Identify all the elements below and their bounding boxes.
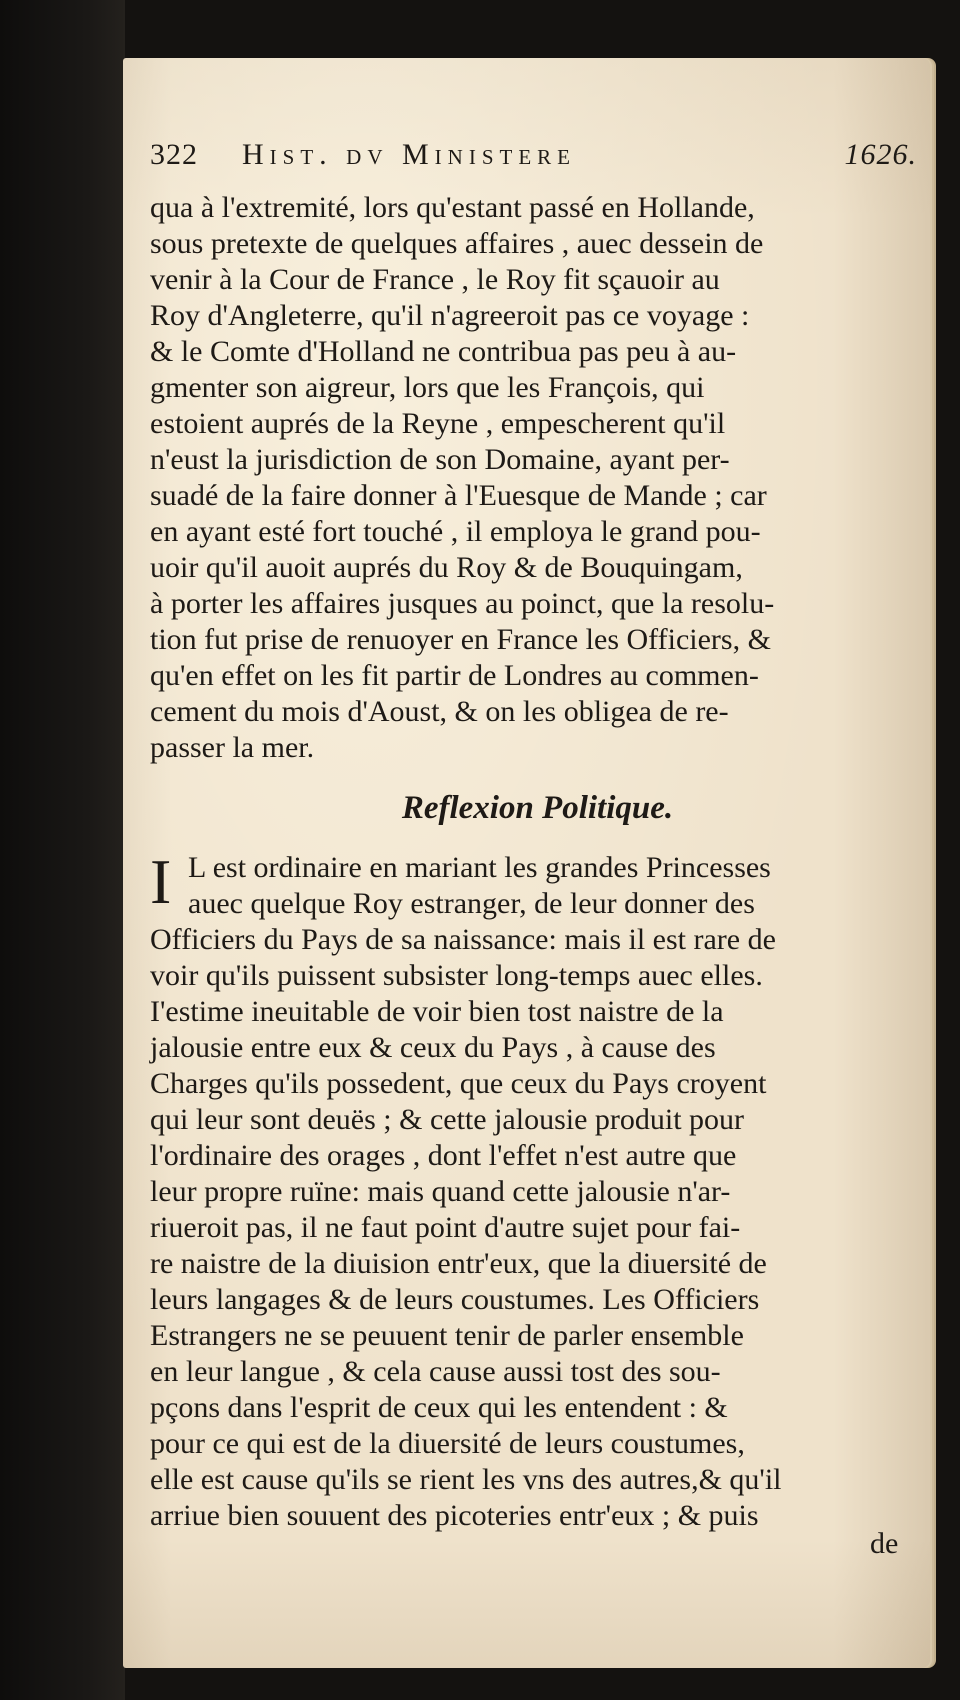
text-line: voir qu'ils puissent subsister long-temps auec elles. [150,959,763,992]
text-line: re naistre de la diuision entr'eux, que la diuersité de [150,1247,767,1280]
text-line: suadé de la faire donner à l'Euesque de Mande ; car [150,479,767,512]
text-line: Officiers du Pays de sa naissance: mais il est rare de [150,923,776,956]
text-line: n'eust la jurisdiction de son Domaine, ayant per- [150,443,730,476]
text-line: Estrangers ne se peuuent tenir de parler ensemble [150,1319,744,1352]
text-line: sous pretexte de quelques affaires , auec dessein de [150,227,764,260]
text-line: jalousie entre eux & ceux du Pays , à cause des [150,1031,716,1064]
text-line: tion fut prise de renuoyer en France les Officiers, & [150,623,771,656]
text-line: leurs langages & de leurs coustumes. Les Officiers [150,1283,760,1316]
text-line: gmenter son aigreur, lors que les François, qui [150,371,705,404]
drop-cap: I [150,846,172,917]
text-line: cement du mois d'Aoust, & on les obligea de re- [150,695,729,728]
text-line: passer la mer. [150,731,315,764]
text-line: L est ordinaire en mariant les grandes Princesses [188,851,771,884]
text-line: riueroit pas, il ne faut point d'autre sujet pour fai- [150,1211,741,1244]
text-line: qu'en effet on les fit partir de Londres au commen- [150,659,759,692]
catchword: de [870,1527,899,1560]
text-line: Charges qu'ils possedent, que ceux du Pays croyent [150,1067,767,1100]
running-year: 1626. [844,138,917,171]
text-line: à porter les affaires jusques au poinct, que la resolu- [150,587,775,620]
text-line: venir à la Cour de France , le Roy fit sçauoir au [150,263,720,296]
text-line: pour ce qui est de la diuersité de leurs coustumes, [150,1427,745,1460]
text-line: qui leur sont deuës ; & cette jalousie produit pour [150,1103,745,1136]
text-line: elle est cause qu'ils se rient les vns des autres,& qu'il [150,1463,782,1496]
text-line: arriue bien souuent des picoteries entr'eux ; & puis [150,1499,759,1532]
running-head [150,138,925,182]
text-line: en leur langue , & cela cause aussi tost des sou- [150,1355,721,1388]
text-line: I'estime ineuitable de voir bien tost naistre de la [150,995,724,1028]
text-line: Roy d'Angleterre, qu'il n'agreeroit pas ce voyage : [150,299,750,332]
section-heading: Reflexion Politique. [401,790,674,826]
text-line: en ayant esté fort touché , il employa le grand pou- [150,515,761,548]
page-number: 322 [150,138,198,171]
text-line: l'ordinaire des orages , dont l'effet n'est autre que [150,1139,737,1172]
text-line: & le Comte d'Holland ne contribua pas peu à au- [150,335,737,368]
text-line: estoient auprés de la Reyne , empescherent qu'il [150,407,726,440]
book-binding-edge [0,0,125,1700]
text-line: auec quelque Roy estranger, de leur donner des [188,887,755,920]
text-line: uoir qu'il auoit auprés du Roy & de Bouquingam, [150,551,743,584]
text-line: pçons dans l'esprit de ceux qui les entendent : & [150,1391,728,1424]
text-line: leur propre ruïne: mais quand cette jalousie n'ar- [150,1175,731,1208]
running-title: Hist. dv Ministere [242,138,576,171]
text-line: qua à l'extremité, lors qu'estant passé en Hollande, [150,191,755,224]
